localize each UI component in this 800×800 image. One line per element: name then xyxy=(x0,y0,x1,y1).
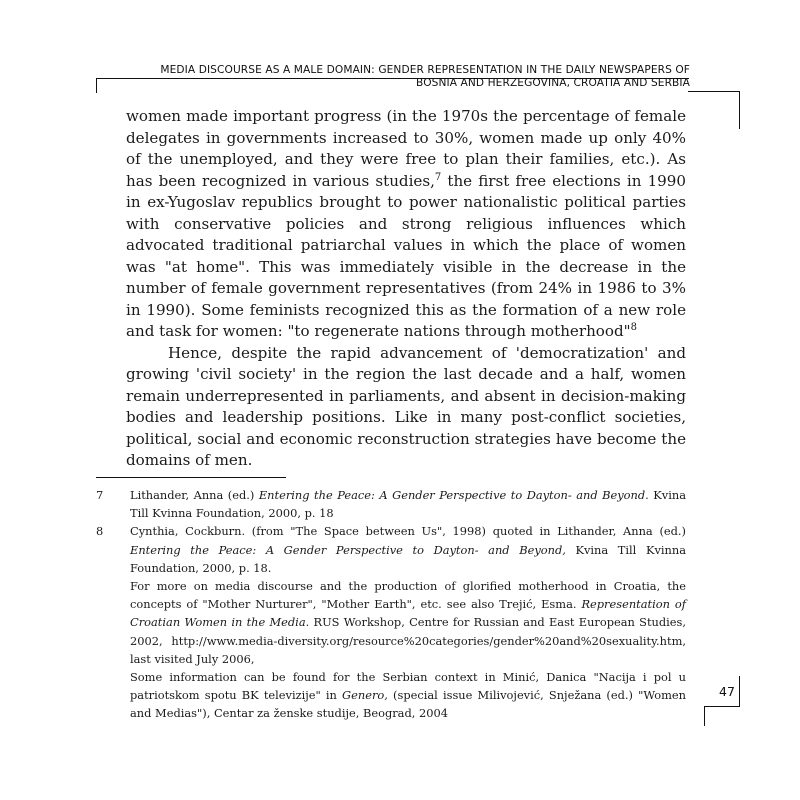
footnote-8-continued-1: For more on media discourse and the production of glorified motherhood in Croatia, the concepts of "Mother Nurturer", "Mother Earth", etc. see also Trejić, Esma. Representation of Croatian Women in the Media. RUS Workshop, Centre for Russian and East European Studies, 2002, http://www.media-diversity.org/resource%20categories/gender%20and%20sexuality.htm, last visited July 2006, xyxy=(130,579,686,666)
running-header xyxy=(130,64,690,90)
header-rule-left-tick xyxy=(96,78,97,93)
paragraph-1: women made important progress (in the 1970s the percentage of female delegates in governments increased to 30%, women made up only 40% of the unemployed, and they were free to plan their families, etc.). As has been recognized in various studies,$^7$ the first free elections in 1990 in ex-Yugoslav republics brought to power nationalistic political parties with conservative policies and strong religious influences which advocated traditional patriarchal values in which the place of women was "at home". This was immediately visible in the decrease in the number of female government representatives (from 24% in 1986 to 3% in 1990). Some feminists recognized this as the formation of a new role and task for women: "to regenerate nations through motherhood"$^8$ xyxy=(126,107,686,340)
footnote-separator xyxy=(96,477,286,478)
header-rule xyxy=(96,78,689,79)
footnotes xyxy=(96,486,686,723)
footnote-number: 7 xyxy=(96,488,104,502)
footnote-8-continued-2: Some information can be found for the Serbian context in Minić, Danica "Nacija i pol u patriotskom spotu BK televizije" in Genero, (special issue Milivojević, Snježana (ed.) "Women and Medias"), Centar za ženske studije, Beograd, 2004 xyxy=(130,670,686,721)
footnote-7: 7 Lithander, Anna (ed.) Entering the Peace: A Gender Perspective to Dayton- and Beyond. Kvina Till Kvinna Foundation, 2000, p. 18 xyxy=(96,488,687,521)
page-number-box-left xyxy=(704,706,705,726)
footnote-8: 8 Cynthia, Cockburn. (from "The Space between Us", 1998) quoted in Lithander, Anna (ed.) Entering the Peace: A Gender Perspective to Dayton- and Beyond, Kvina Till Kvinna Foundation, 2000, p. 18. xyxy=(96,524,686,575)
page-number-box-right xyxy=(739,676,740,706)
page-number: 47 xyxy=(719,684,735,699)
footnote-ref-7[interactable]: 7 xyxy=(434,171,442,183)
footnote-ref-8[interactable]: 8 xyxy=(630,322,637,333)
paragraph-2: Hence, despite the rapid advancement of 'democratization' and growing 'civil society' in the region the last decade and a half, women remain underrepresented in parliaments, and absent in decision-making bodies and leadership positions. Like in many post-conflict societies, political, social and economic reconstruction strategies have become the domains of men. xyxy=(126,343,686,469)
header-corner-horizontal xyxy=(688,91,740,92)
page-number-box-top xyxy=(704,706,740,707)
running-header-line-1: MEDIA DISCOURSE AS A MALE DOMAIN: GENDER REPRESENTATION IN THE DAILY NEWSPAPERS OF xyxy=(160,64,690,76)
header-corner-vertical xyxy=(739,91,740,129)
body-text xyxy=(126,106,686,472)
running-header-line-2: BOSNIA AND HERZEGOVINA, CROATIA AND SERBIA xyxy=(416,77,690,89)
footnote-number: 8 xyxy=(96,524,104,539)
